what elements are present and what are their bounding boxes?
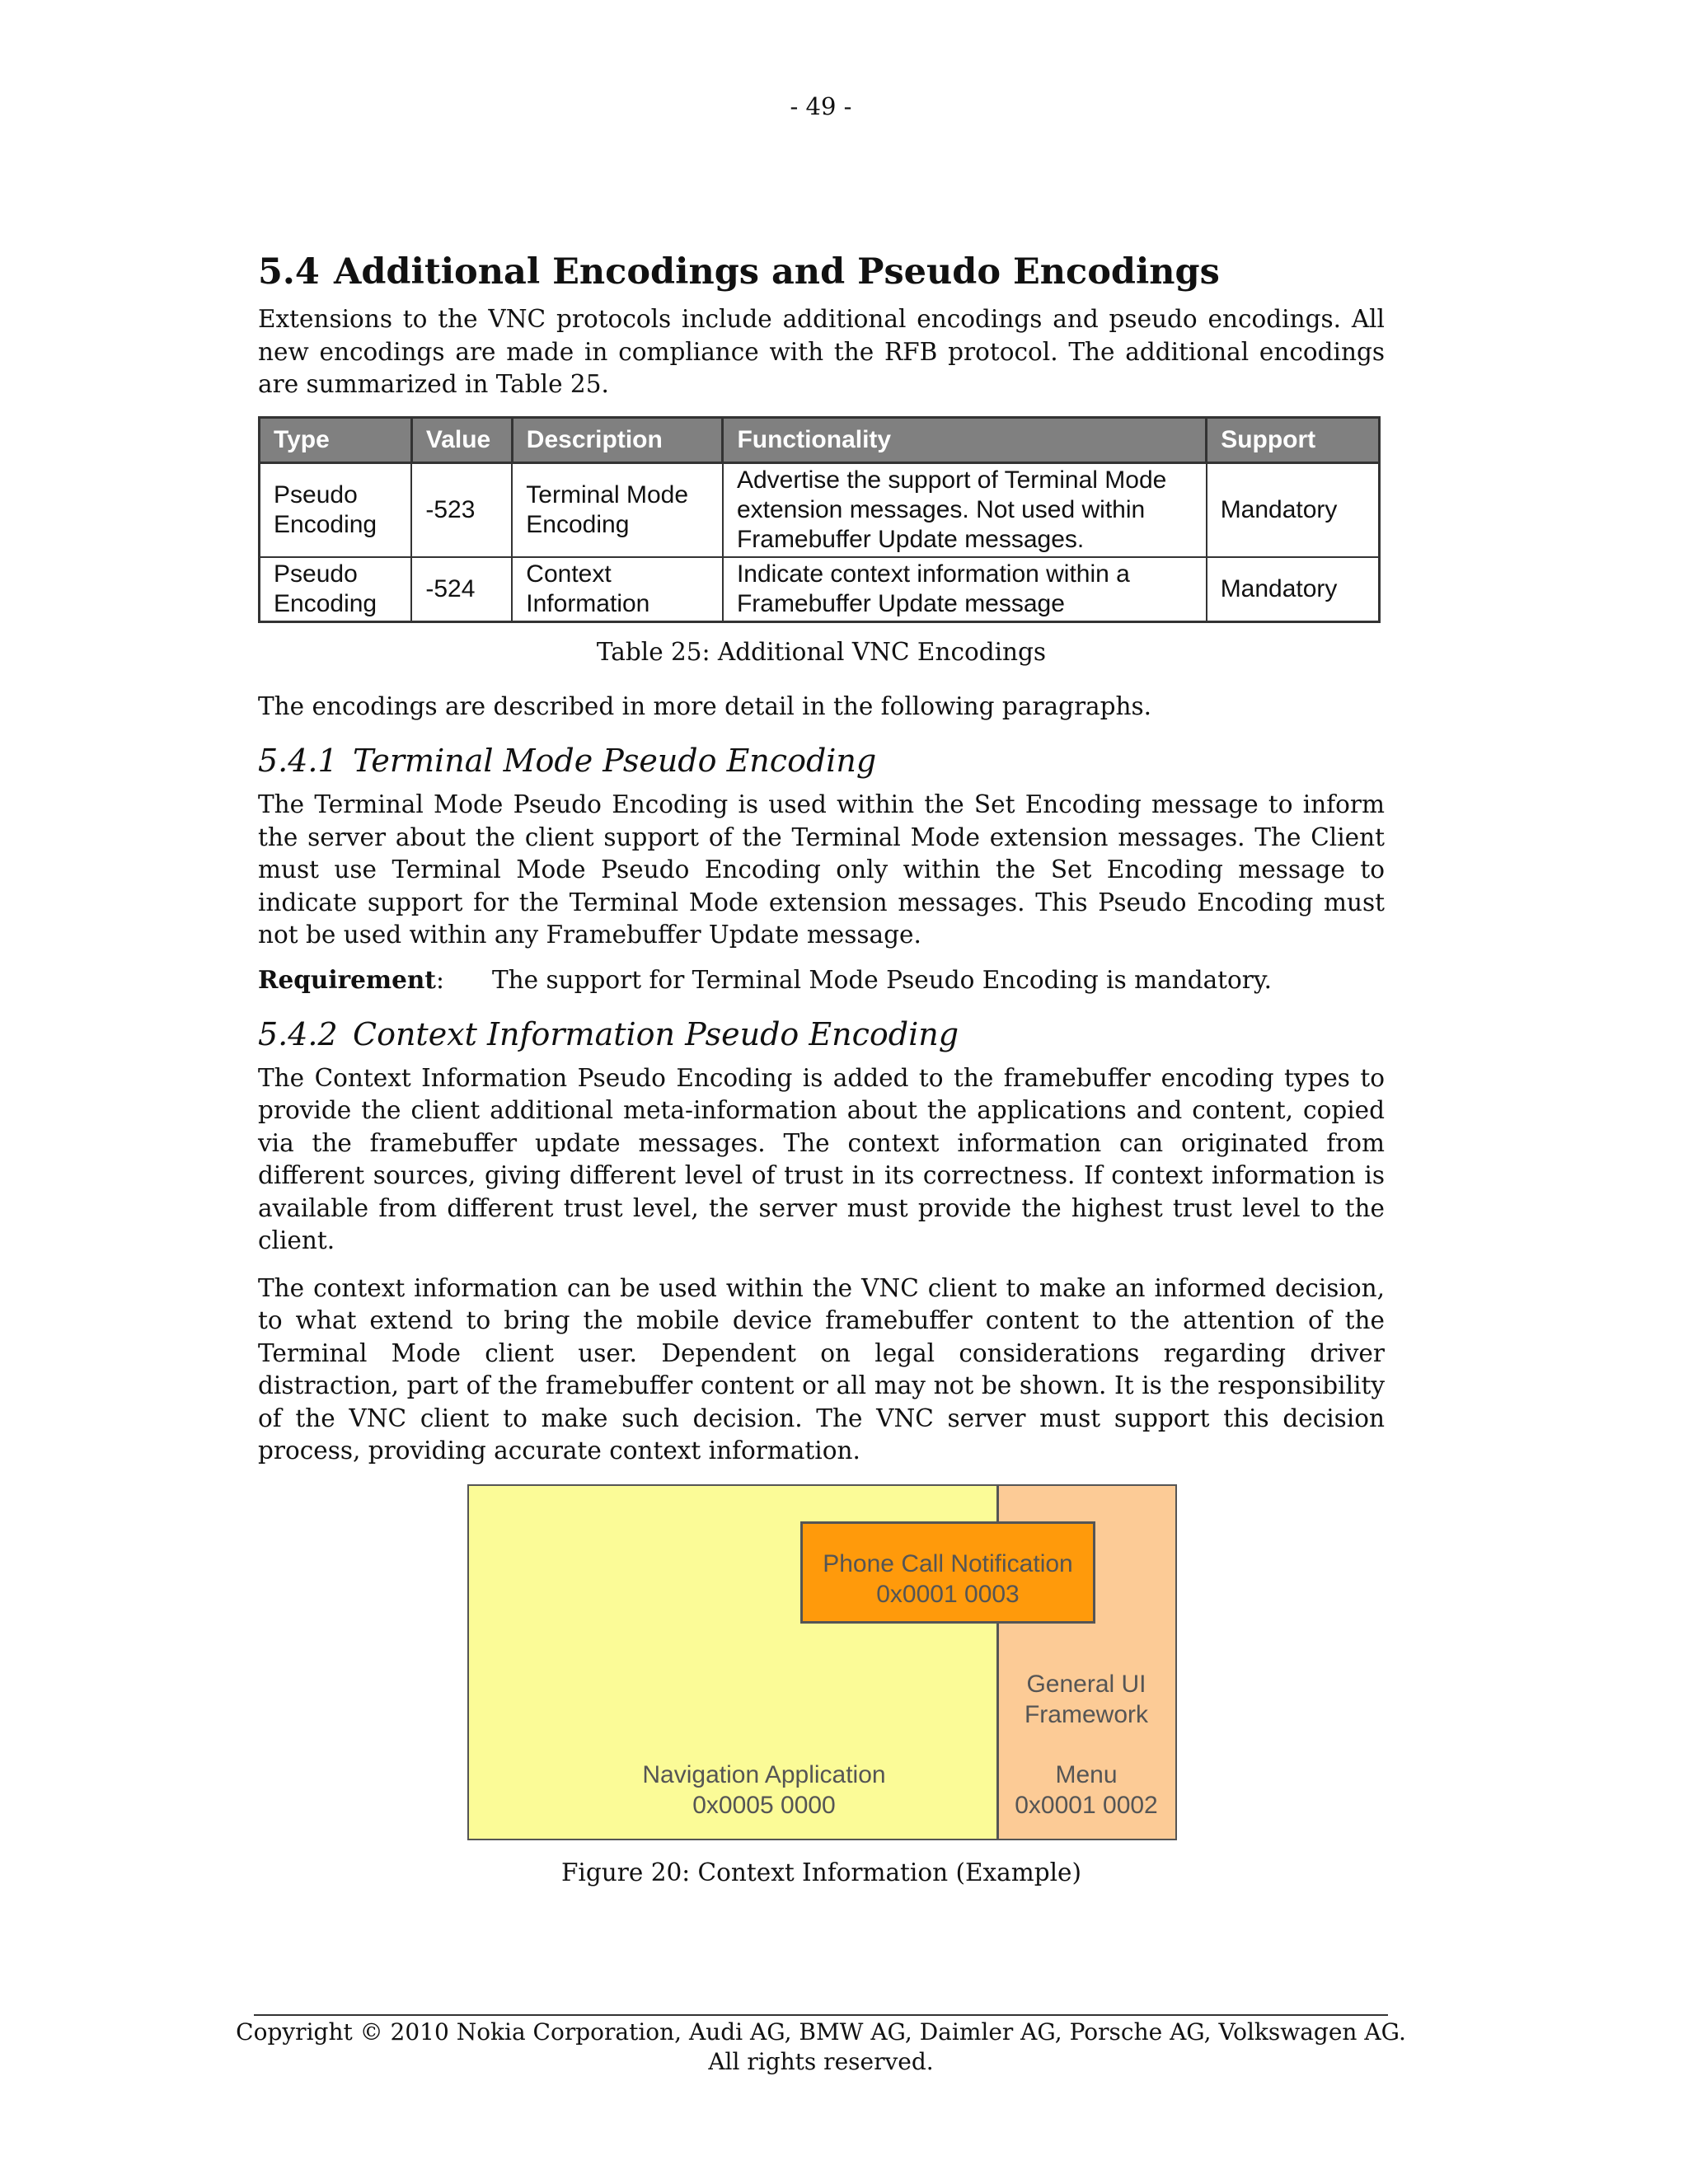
subsection-heading-1 — [258, 738, 1385, 784]
section-number: 5.4 — [258, 251, 320, 293]
encodings-table — [258, 416, 1381, 623]
table-cell: Context Information — [512, 557, 723, 622]
subsection-body: The Context Information Pseudo Encoding is added to the framebuffer encoding types to provide the client additional meta-information about the applications and content, copied via the framebuffer update messages. The context information can originated from different sources, giving different level of trust in its correctness. If context information is available from different trust level, the server must provide the highest trust level to the client. — [258, 1063, 1385, 1254]
table-header: Support — [1207, 417, 1380, 462]
footer-copyright: Copyright © 2010 Nokia Corporation, Audi AG, BMW AG, Daimler AG, Porsche AG, Volkswagen AG. — [236, 2018, 1406, 2046]
table-cell: Terminal Mode Encoding — [512, 462, 723, 557]
requirement-label: Requirement — [258, 964, 436, 994]
table-row — [260, 462, 1380, 557]
table-cell: Pseudo Encoding — [260, 557, 412, 622]
subsection-title: Context Information Pseudo Encoding — [353, 1015, 959, 1052]
requirement — [258, 963, 1385, 996]
page-content — [258, 246, 1385, 1886]
table-cell: -523 — [411, 462, 512, 557]
footer — [0, 2018, 1642, 2077]
subsection-number: 5.4.1 — [258, 743, 338, 779]
subsection-heading-2 — [258, 1011, 1385, 1057]
footer-divider — [254, 2014, 1388, 2016]
table-header: Functionality — [723, 417, 1207, 462]
menu-name: Menu — [1055, 1760, 1118, 1788]
section-intro: Extensions to the VNC protocols include additional encodings and pseudo encodings. All new encodings are made in compliance with the RFB protocol. The additional encodings are summarized in Table 25. — [258, 305, 1385, 398]
menu-label — [998, 1760, 1175, 1821]
table-cell: Mandatory — [1207, 557, 1380, 622]
page-number: - 49 - — [790, 92, 852, 120]
phone-code: 0x0001 0003 — [876, 1580, 1020, 1608]
requirement-text: The support for Terminal Mode Pseudo Encoding is mandatory. — [492, 965, 1273, 994]
table-caption: Table 25: Additional VNC Encodings — [596, 637, 1047, 666]
navigation-label — [550, 1760, 978, 1821]
ui-framework-line1: General UI — [1026, 1670, 1146, 1698]
subsection-number: 5.4.2 — [258, 1015, 338, 1052]
menu-code: 0x0001 0002 — [1015, 1791, 1158, 1819]
subsection-body: The context information can be used within the VNC client to make an informed decision, to what extend to bring the mobile device framebuffer content to the attention of the Terminal Mode client user. Dependent on legal considerations regarding driver distraction, part of the framebuffer content or all may not be shown. It is the responsibility of the VNC client to make such decision. The VNC server must support this decision process, providing accurate context information. — [258, 1273, 1385, 1465]
section-title: Additional Encodings and Pseudo Encodings — [334, 251, 1220, 293]
subsection-body: The Terminal Mode Pseudo Encoding is used within the Set Encoding message to inform the server about the client support of the Terminal Mode extension messages. The Client must use Terminal Mode Pseudo Encoding only within the Set Encoding message to indicate support for the Terminal Mode extension messages. This Pseudo Encoding must not be used within any Framebuffer Update message. — [258, 790, 1385, 949]
table-cell: Pseudo Encoding — [260, 462, 412, 557]
table-cell: Mandatory — [1207, 462, 1380, 557]
requirement-colon: : — [435, 965, 444, 994]
context-information-figure — [467, 1484, 1176, 1840]
ui-framework-line2: Framework — [1024, 1700, 1148, 1728]
table-header: Type — [260, 417, 412, 462]
section-heading — [258, 246, 1385, 298]
table-header: Description — [512, 417, 723, 462]
phone-name: Phone Call Notification — [823, 1549, 1073, 1577]
after-table-text: The encodings are described in more detail in the following paragraphs. — [258, 691, 1152, 720]
ui-framework-label — [998, 1669, 1175, 1730]
navigation-code: 0x0005 0000 — [692, 1791, 836, 1819]
table-header-row — [260, 417, 1380, 462]
navigation-name: Navigation Application — [642, 1760, 886, 1788]
figure-caption: Figure 20: Context Information (Example) — [560, 1858, 1082, 1886]
table-cell: Advertise the support of Terminal Mode extension messages. Not used within Framebuffer Update messages. — [723, 462, 1207, 557]
subsection-title: Terminal Mode Pseudo Encoding — [353, 743, 877, 779]
table-cell: Indicate context information within a Framebuffer Update message — [723, 557, 1207, 622]
table-header: Value — [411, 417, 512, 462]
table-row — [260, 557, 1380, 622]
phone-label — [800, 1549, 1095, 1610]
table-cell: -524 — [411, 557, 512, 622]
footer-rights: All rights reserved. — [708, 2048, 934, 2075]
